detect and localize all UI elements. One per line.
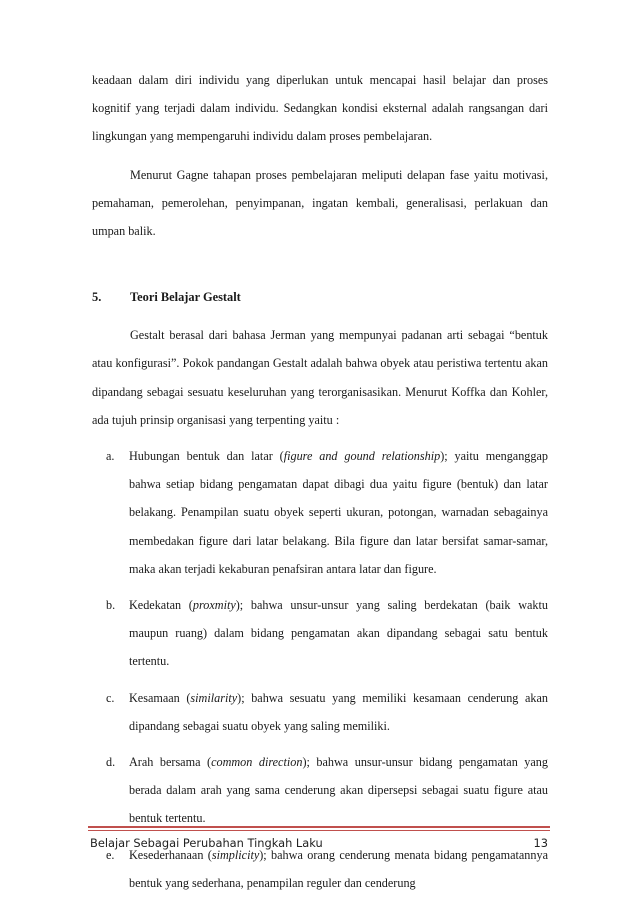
item-term: similarity	[190, 690, 238, 705]
page-footer	[90, 836, 548, 850]
section-title: Teori Belajar Gestalt	[130, 290, 241, 305]
list-item	[92, 591, 548, 676]
list-marker: a.	[106, 449, 115, 464]
list-item	[92, 442, 548, 583]
item-text-before: Kedekatan (	[129, 598, 193, 613]
item-text-after: ); yaitu menganggap bahwa setiap bidang pengamatan dapat dibagi dua yaitu figure (bentuk) dan latar belakang. Penampilan suatu obyek seperti ukuran, potongan, warnadan sebagainya membedakan figure dari latar belakang. Bila figure dan latar bersifat samar-samar, maka akan terjadi kekaburan penafsiran antara latar dan figure.	[129, 449, 549, 576]
item-text-before: Arah bersama (	[129, 755, 212, 770]
footer-divider-thin	[88, 830, 550, 831]
item-term: figure and gound relationship	[283, 449, 441, 464]
item-text-after: ); bahwa unsur-unsur yang saling berdekatan (baik waktu maupun ruang) dalam bidang pengamatan akan dipandang sebagai satu bentuk tertentu.	[129, 598, 548, 669]
list-item	[92, 684, 548, 740]
item-term: common direction	[211, 755, 303, 770]
list-item-text	[129, 591, 548, 676]
section-number: 5.	[92, 290, 102, 305]
list-item-text	[129, 442, 548, 583]
list-marker: b.	[106, 598, 116, 613]
item-text-before: Kesederhanaan (	[129, 847, 212, 862]
list-marker: d.	[106, 755, 116, 770]
list-item	[92, 748, 548, 833]
principles-list	[92, 442, 548, 897]
footer-title: Belajar Sebagai Perubahan Tingkah Laku	[90, 836, 323, 850]
item-text-before: Kesamaan (	[129, 690, 191, 705]
item-text-after: ); bahwa orang cenderung menata bidang pengamatannya bentuk yang sederhana, penampilan reguler dan cenderung	[129, 847, 548, 890]
list-item-text	[129, 748, 548, 833]
item-term: proxmity	[192, 598, 236, 613]
item-text-after: ); bahwa sesuatu yang memiliki kesamaan cenderung akan dipandang sebagai suatu obyek yang saling memiliki.	[129, 690, 548, 733]
paragraph-gestalt-intro: Gestalt berasal dari bahasa Jerman yang mempunyai padanan arti sebagai “bentuk atau konfigurasi”. Pokok pandangan Gestalt adalah bahwa obyek atau peristiwa tertentu akan dipandang sebagai sesuatu keseluruhan yang terorganisasikan. Menurut Koffka dan Kohler, ada tujuh prinsip organisasi yang terpenting yaitu :	[92, 328, 548, 427]
item-term: simplicity	[211, 847, 260, 862]
paragraph-gagne: Menurut Gagne tahapan proses pembelajaran meliputi delapan fase yaitu motivasi, pemahaman, pemerolehan, penyimpanan, ingatan kembali, generalisasi, perlakuan dan umpan balik.	[92, 167, 548, 239]
item-text-after: ); bahwa unsur-unsur bidang pengamatan yang berada dalam arah yang sama cenderung akan dipersepsi sebagai suatu figure atau bentuk tertentu.	[129, 755, 548, 826]
page-number: 13	[533, 836, 548, 850]
page-body	[92, 66, 548, 905]
paragraph-1: keadaan dalam diri individu yang diperlukan untuk mencapai hasil belajar dan proses kognitif yang terjadi dalam individu. Sedangkan kondisi eksternal adalah rangsangan dari lingkungan yang mempengaruhi individu dalam proses pembelajaran.	[92, 73, 548, 144]
section-heading	[92, 283, 548, 311]
footer-divider	[88, 826, 550, 828]
item-text-before: Hubungan bentuk dan latar (	[129, 449, 284, 464]
list-marker: c.	[106, 690, 115, 705]
list-marker: e.	[106, 847, 115, 862]
list-item-text	[129, 684, 548, 740]
